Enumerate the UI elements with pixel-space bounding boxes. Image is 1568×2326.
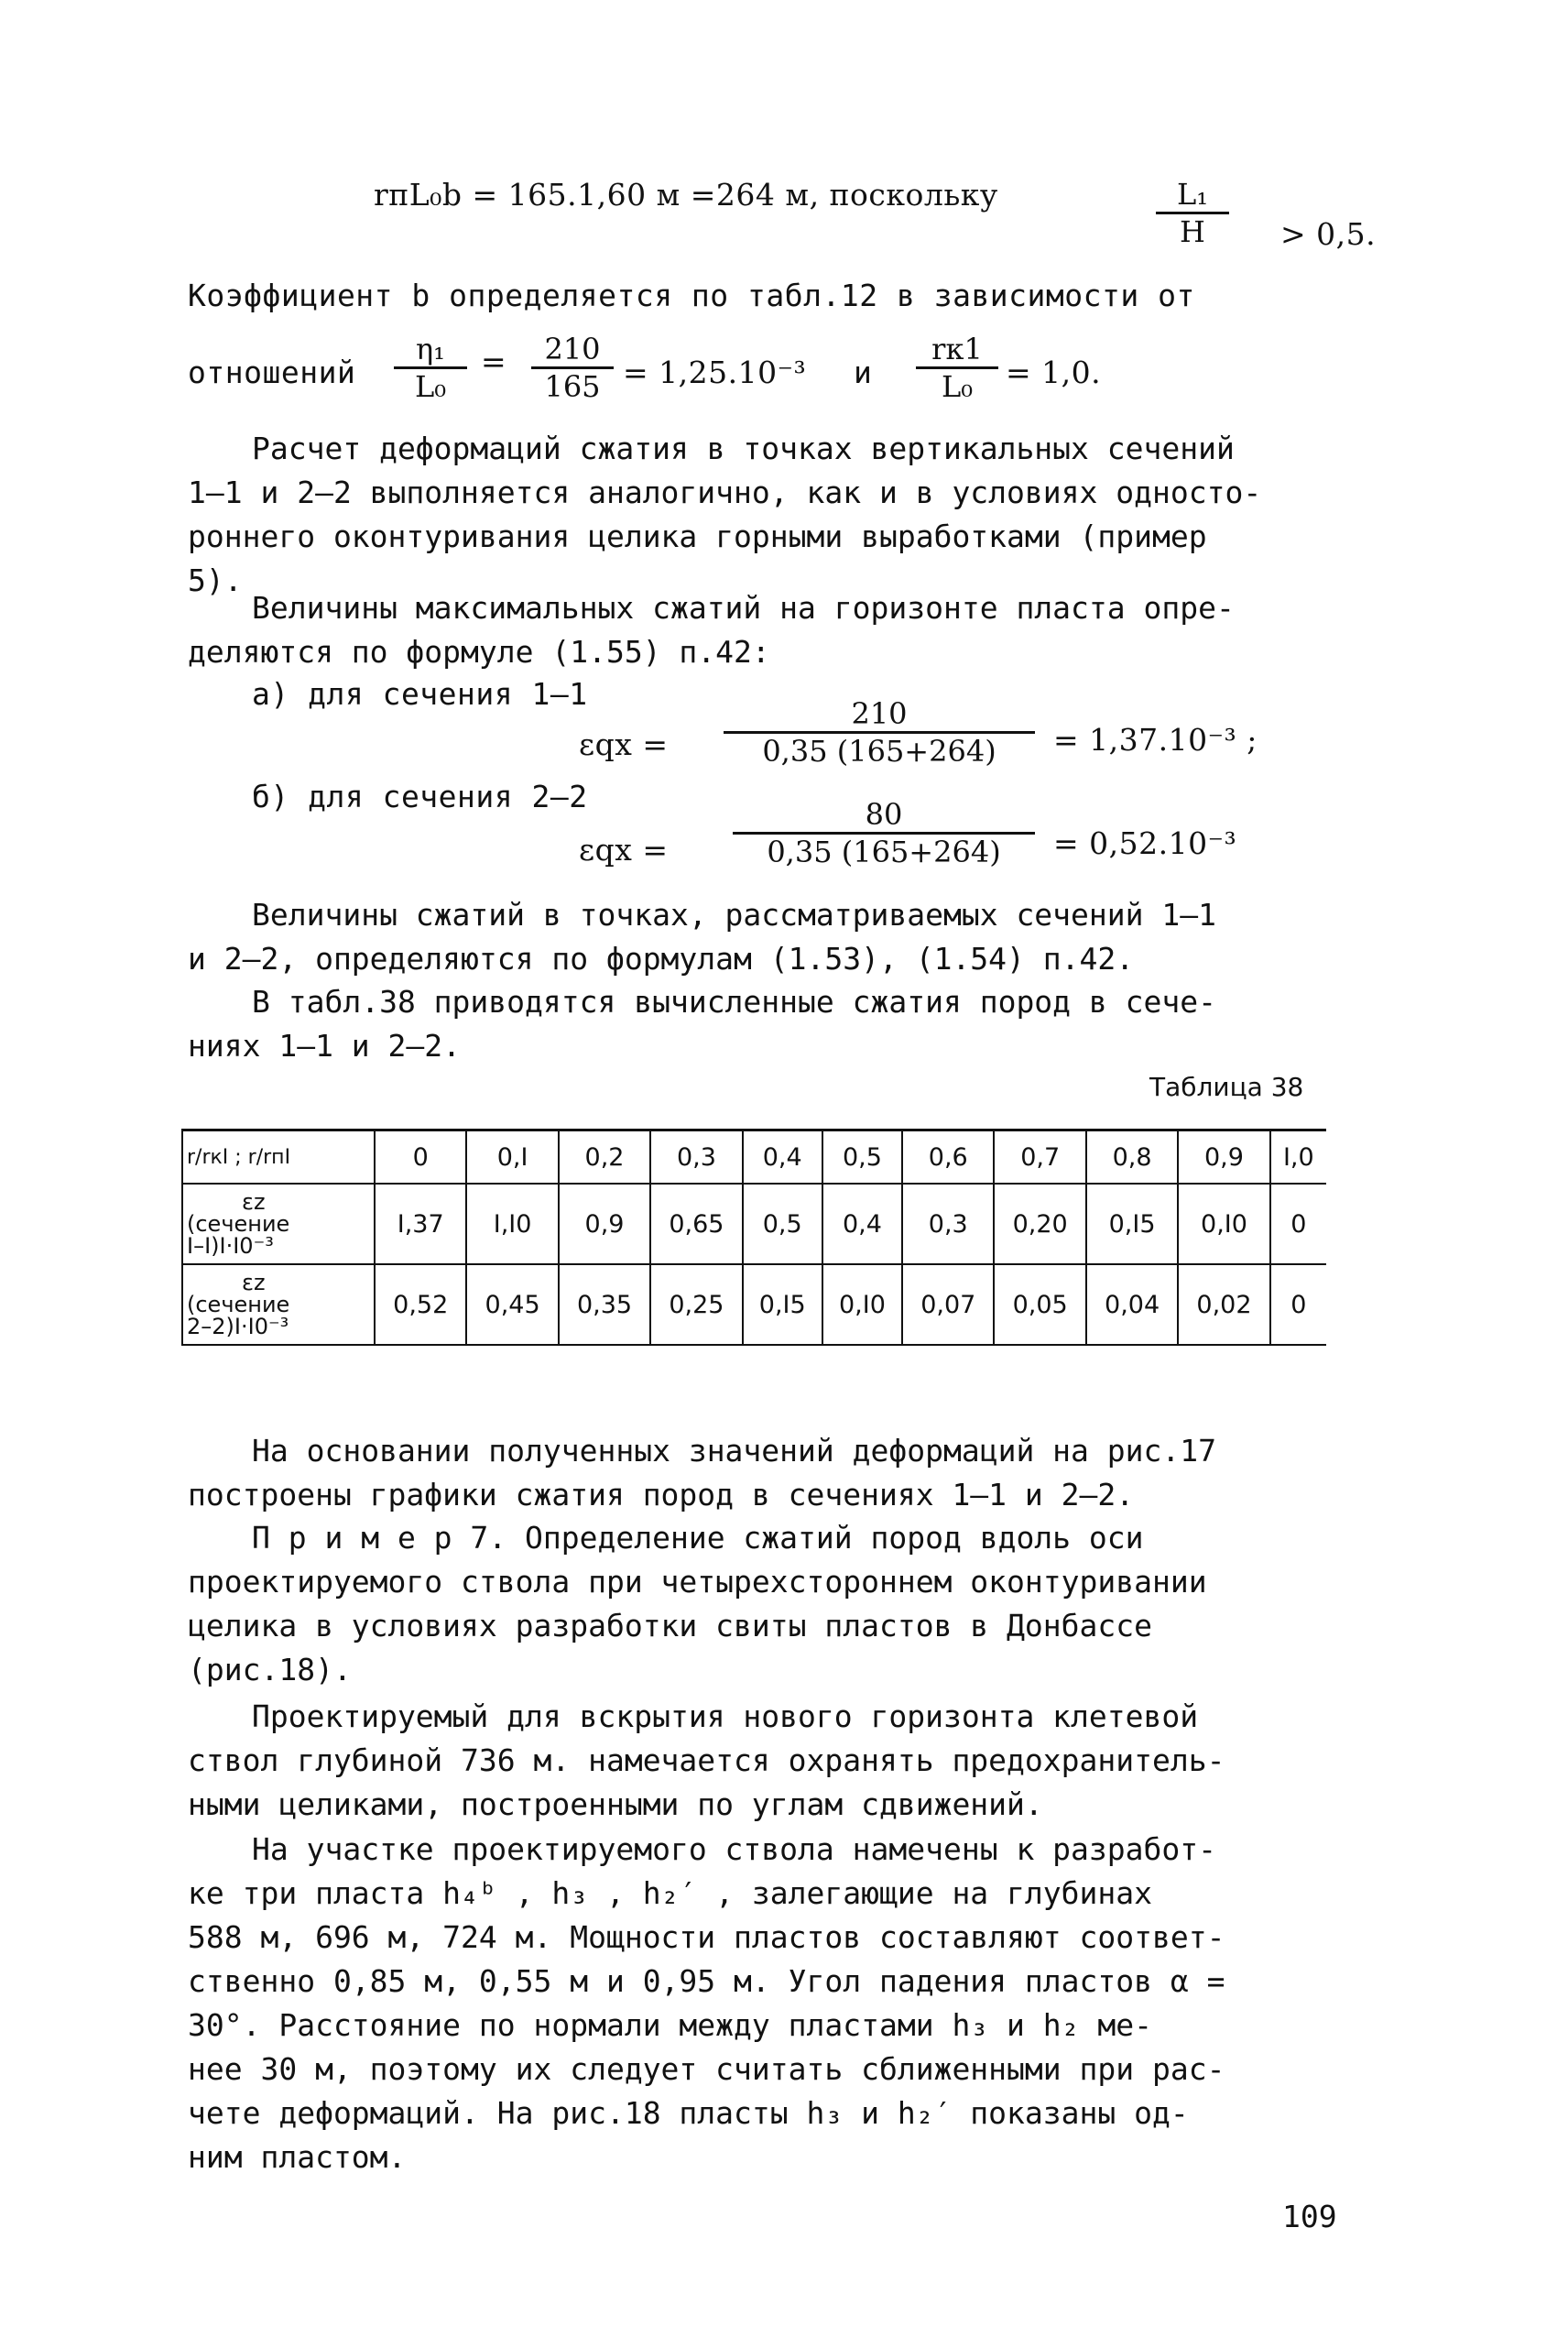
ratio-and: и — [854, 355, 873, 390]
fraction-numerator: 210 — [724, 696, 1035, 734]
table-header-cell: I,0 — [1270, 1130, 1326, 1185]
section-a-label: а) для сечения 1–1 — [252, 676, 588, 712]
section-b-lhs: εqx = — [579, 832, 669, 868]
paragraph-design: Проектируемый для вскрытия нового горизонта клетевой ствол глубиной 736 м. намечается охранять предохранитель- ными целиками, построенными по углам сдвижений. — [188, 1698, 1225, 1822]
table-cell: 0,52 — [375, 1264, 466, 1345]
table-cell: 0,45 — [466, 1264, 558, 1345]
table-cell: 0,04 — [1086, 1264, 1178, 1345]
fraction-l1-over-h — [1156, 177, 1229, 249]
ratios-label: отношений — [188, 355, 356, 390]
table-cell: I,I0 — [466, 1184, 558, 1264]
paragraph-calc: Расчет деформаций сжатия в точках вертикальных сечений 1–1 и 2–2 выполняется аналогично, как и в условиях односто- роннего оконтуривания целика горными выработками (пример 5). — [188, 431, 1262, 598]
table-header-cell: 0,9 — [1178, 1130, 1269, 1185]
table-header-cell: 0,3 — [650, 1130, 742, 1185]
table-cell: 0,I5 — [1086, 1184, 1178, 1264]
table-cell: 0,05 — [994, 1264, 1085, 1345]
ratio-value-1: = 1,25.10⁻³ — [623, 355, 807, 390]
equals-sign: = — [481, 344, 507, 379]
ratio-value-2: = 1,0. — [1006, 355, 1102, 390]
section-b-label: б) для сечения 2–2 — [252, 779, 588, 814]
page-number: 109 — [1282, 2199, 1337, 2234]
fraction-numerator: 80 — [733, 797, 1035, 835]
fraction-rk1-over-l0 — [916, 332, 998, 404]
fraction-numerator: η₁ — [394, 332, 467, 369]
table-row-label — [182, 1184, 375, 1264]
table-cell: 0,9 — [559, 1184, 650, 1264]
row-label-line: εz — [242, 1189, 266, 1215]
table-cell: 0,5 — [743, 1184, 822, 1264]
section-a-rhs: = 1,37.10⁻³ ; — [1053, 722, 1258, 758]
section-a-fraction — [724, 696, 1035, 769]
formula-rnlb: rпL₀b = 165.1,60 м =264 м, поскольку — [374, 177, 998, 213]
table-header-cell: 0,6 — [902, 1130, 994, 1185]
row-label-line: (сечение — [187, 1292, 290, 1317]
table-cell: 0,07 — [902, 1264, 994, 1345]
table-row-label — [182, 1264, 375, 1345]
row-label-line: (сечение — [187, 1211, 290, 1237]
paragraph-graphs: На основании полученных значений деформаций на рис.17 построены графики сжатия пород в сечениях 1–1 и 2–2. — [188, 1433, 1216, 1512]
data-table — [181, 1129, 1326, 1346]
section-b-rhs: = 0,52.10⁻³ — [1053, 825, 1237, 861]
section-a-lhs: εqx = — [579, 726, 669, 762]
table-cell: 0,20 — [994, 1184, 1085, 1264]
fraction-denominator: L₀ — [414, 369, 447, 404]
table-header-cell: 0,I — [466, 1130, 558, 1185]
table-cell: 0 — [1270, 1264, 1326, 1345]
table-cell: 0,35 — [559, 1264, 650, 1345]
table-cell: I,37 — [375, 1184, 466, 1264]
formula-tail: > 0,5. — [1280, 216, 1377, 252]
table-cell: 0 — [1270, 1184, 1326, 1264]
table-header-label: r/rкI ; r/rпI — [182, 1130, 375, 1185]
table-cell: 0,25 — [650, 1264, 742, 1345]
row-label-line: 2–2)I·I0⁻³ — [187, 1314, 289, 1339]
table-header-cell: 0 — [375, 1130, 466, 1185]
fraction-210-over-165 — [531, 332, 614, 404]
table-row — [182, 1184, 1326, 1264]
table-header-cell: 0,8 — [1086, 1130, 1178, 1185]
table-cell: 0,3 — [902, 1184, 994, 1264]
fraction-numerator: rк1 — [916, 332, 998, 369]
fraction-numerator: 210 — [531, 332, 614, 369]
paragraph-coefficient: Коэффициент b определяется по табл.12 в зависимости от — [188, 278, 1195, 313]
fraction-eta-over-l0 — [394, 332, 467, 404]
table-header-cell: 0,4 — [743, 1130, 822, 1185]
paragraph-table-intro: В табл.38 приводятся вычисленные сжатия пород в сече- ниях 1–1 и 2–2. — [188, 984, 1216, 1064]
table-cell: 0,4 — [822, 1184, 902, 1264]
paragraph-points: Величины сжатий в точках, рассматриваемых сечений 1–1 и 2–2, определяются по формулам (1.53), (1.54) п.42. — [188, 897, 1216, 977]
table-header-cell: 0,2 — [559, 1130, 650, 1185]
fraction-denominator: L₀ — [941, 369, 974, 404]
table-cell: 0,65 — [650, 1184, 742, 1264]
paragraph-max: Величины максимальных сжатий на горизонте пласта опре- деляются по формуле (1.55) п.42: — [188, 590, 1235, 670]
table-cell: 0,I0 — [822, 1264, 902, 1345]
fraction-numerator: L₁ — [1156, 177, 1229, 214]
row-label-line: εz — [242, 1270, 266, 1295]
paragraph-example: П р и м е р 7. Определение сжатий пород вдоль оси проектируемого ствола при четырехстороннем оконтуривании целика в условиях разработки свиты пластов в Донбассе (рис.18). — [188, 1520, 1207, 1687]
table-header-cell: 0,5 — [822, 1130, 902, 1185]
fraction-denominator: 0,35 (165+264) — [767, 835, 1001, 869]
table-cell: 0,I0 — [1178, 1184, 1269, 1264]
row-label-line: I–I)I·I0⁻³ — [187, 1233, 274, 1259]
table-header-row — [182, 1130, 1326, 1185]
fraction-denominator: 0,35 (165+264) — [762, 734, 996, 769]
fraction-denominator: H — [1180, 214, 1205, 249]
table-row — [182, 1264, 1326, 1345]
section-b-fraction — [733, 797, 1035, 869]
table-cell: 0,02 — [1178, 1264, 1269, 1345]
paragraph-layers: На участке проектируемого ствола намечены к разработ- ке три пласта h₄ᵇ , h₃ , h₂′ , залегающие на глубинах 588 м, 696 м, 724 м. Мощности пластов составляют соответ- ственно 0,85 м, 0,55 м и 0,95 м. Угол падения пластов α = 30°. Расстояние по нормали между пластами h₃ и h₂ ме- нее 30 м, поэтому их следует считать сближенными при рас- чете деформаций. На рис.18 пласты h₃ и h₂′ показаны од- ним пластом. — [188, 1831, 1225, 2175]
fraction-denominator: 165 — [544, 369, 601, 404]
table-caption: Таблица 38 — [1149, 1072, 1304, 1102]
table-header-cell: 0,7 — [994, 1130, 1085, 1185]
table-cell: 0,I5 — [743, 1264, 822, 1345]
